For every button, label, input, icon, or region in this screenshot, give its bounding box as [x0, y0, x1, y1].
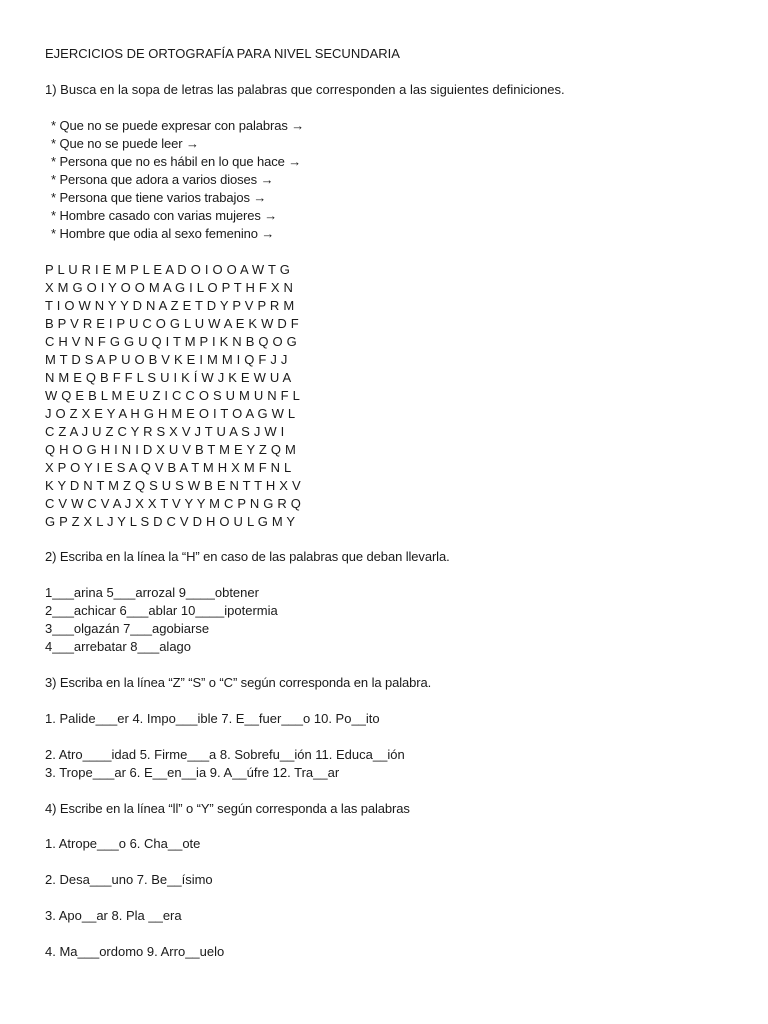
word-search-row: K Y D N T M Z Q S U S W B E N T T H X V — [45, 478, 301, 493]
exercise-line: 2. Atro____idad 5. Firme___a 8. Sobrefu__ión 11. Educa__ión — [45, 747, 405, 762]
word-search-row: X P O Y I E S A Q V B A T M H X M F N L — [45, 460, 292, 475]
word-search-row: T I O W N Y Y D N A Z E T D Y P V P R M — [45, 298, 295, 313]
word-search-row: J O Z X E Y A H G H M E O I T O A G W L — [45, 406, 296, 421]
definition-item: * Que no se puede leer → — [51, 136, 199, 151]
section-3-heading: 3) Escriba en la línea “Z” “S” o “C” según corresponda en la palabra. — [45, 675, 432, 690]
exercise-line: 3. Trope___ar 6. E__en__ia 9. A__úfre 12. Tra__ar — [45, 765, 340, 780]
word-search-row: C Z A J U Z C Y R S X V J T U A S J W I — [45, 424, 285, 439]
word-search-row: Q H O G H I N I D X U V B T M E Y Z Q M — [45, 442, 296, 457]
exercise-line: 2. Desa___uno 7. Be__ísimo — [45, 872, 213, 887]
word-search-row: X M G O I Y O O M A G I L O P T H F X N — [45, 280, 294, 295]
exercise-line: 3. Apo__ar 8. Pla __era — [45, 908, 182, 923]
exercise-line: 2___achicar 6___ablar 10____ipotermia — [45, 603, 278, 618]
word-search-row: W Q E B L M E U Z I C C O S U M U N F L — [45, 388, 301, 403]
section-1-heading: 1) Busca en la sopa de letras las palabras que corresponden a las siguientes definiciones. — [45, 82, 565, 97]
word-search-row: M T D S A P U O B V K E I M M I Q F J J — [45, 352, 288, 367]
exercise-line: 1. Atrope___o 6. Cha__ote — [45, 836, 201, 851]
word-search-row: C V W C V A J X X T V Y Y M C P N G R Q — [45, 496, 302, 511]
exercise-line: 4. Ma___ordomo 9. Arro__uelo — [45, 944, 225, 959]
word-search-row: G P Z X L J Y L S D C V D H O U L G M Y — [45, 514, 296, 529]
exercise-line: 4___arrebatar 8___alago — [45, 639, 192, 654]
definition-item: * Persona que no es hábil en lo que hace → — [51, 154, 302, 169]
word-search-row: C H V N F G G U Q I T M P I K N B Q O G — [45, 334, 297, 349]
definition-item: * Persona que adora a varios dioses → — [51, 172, 274, 187]
word-search-row: P L U R I E M P L E A D O I O O A W T G — [45, 262, 291, 277]
section-4-heading: 4) Escribe en la línea “ll” o “Y” según corresponda a las palabras — [45, 801, 410, 816]
definition-item: * Que no se puede expresar con palabras → — [51, 118, 305, 133]
section-2-heading: 2) Escriba en la línea la “H” en caso de las palabras que deban llevarla. — [45, 549, 450, 564]
word-search-row: N M E Q B F F L S U I K Í W J K E W U A — [45, 370, 292, 385]
definition-item: * Persona que tiene varios trabajos → — [51, 190, 267, 205]
word-search-row: B P V R E I P U C O G L U W A E K W D F — [45, 316, 299, 331]
definition-item: * Hombre que odia al sexo femenino → — [51, 226, 275, 241]
document-title: EJERCICIOS DE ORTOGRAFÍA PARA NIVEL SECUNDARIA — [45, 46, 400, 61]
exercise-line: 1___arina 5___arrozal 9____obtener — [45, 585, 259, 600]
exercise-line: 3___olgazán 7___agobiarse — [45, 621, 210, 636]
definition-item: * Hombre casado con varias mujeres → — [51, 208, 278, 223]
exercise-line: 1. Palide___er 4. Impo___ible 7. E__fuer___o 10. Po__ito — [45, 711, 380, 726]
